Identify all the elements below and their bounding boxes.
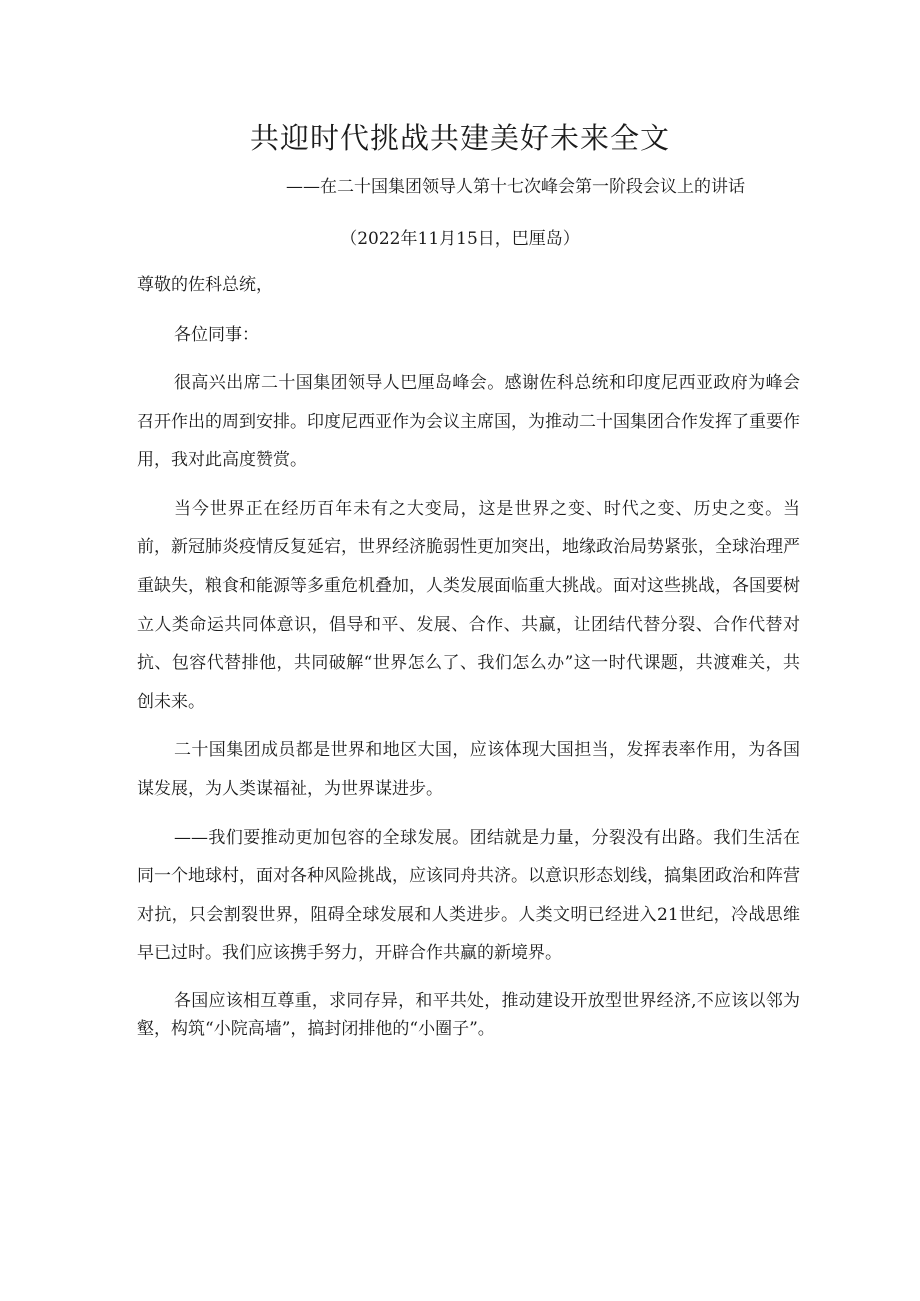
paragraph: ——我们要推动更加包容的全球发展。团结就是力量，分裂没有出路。我们生活在同一个地球村，面对各种风险挑战，应该同舟共济。以意识形态划线，搞集团政治和阵营对抗，只会割裂世界，阻碍全球发展和人类进步。人类文明已经进入21世纪，冷战思维早已过时。我们应该携手努力，开辟合作共赢的新境界。: [137, 827, 800, 964]
paragraph: 各国应该相互尊重，求同存异，和平共处，推动建设开放型世界经济,不应该以邻为壑，构筑“小院高墙”，搞封闭排他的“小圈子”。: [137, 990, 800, 1039]
document-dateline: （2022年11月15日，巴厘岛）: [340, 229, 580, 249]
document-subtitle: ——在二十国集团领导人第十七次峰会第一阶段会议上的讲话: [286, 177, 745, 197]
greeting: 各位同事：: [174, 325, 259, 345]
body-text: [137, 364, 800, 1043]
salutation: 尊敬的佐科总统，: [137, 275, 273, 295]
paragraph: 当今世界正在经历百年未有之大变局，这是世界之变、时代之变、历史之变。当前，新冠肺炎疫情反复延宕，世界经济脆弱性更加突出，地缘政治局势紧张，全球治理严重缺失，粮食和能源等多重危机叠加，人类发展面临重大挑战。面对这些挑战，各国要树立人类命运共同体意识，倡导和平、发展、合作、共赢，让团结代替分裂、合作代替对抗、包容代替排他，共同破解“世界怎么了、我们怎么办”这一时代课题，共渡难关，共创未来。: [137, 498, 800, 712]
document-title: 共迎时代挑战共建美好未来全文: [249, 121, 670, 155]
paragraph: 很高兴出席二十国集团领导人巴厘岛峰会。感谢佐科总统和印度尼西亚政府为峰会召开作出的周到安排。印度尼西亚作为会议主席国，为推动二十国集团合作发挥了重要作用，我对此高度赞赏。: [137, 373, 800, 471]
paragraph: 二十国集团成员都是世界和地区大国，应该体现大国担当，发挥表率作用，为各国谋发展，为人类谋福祉，为世界谋进步。: [137, 740, 800, 799]
